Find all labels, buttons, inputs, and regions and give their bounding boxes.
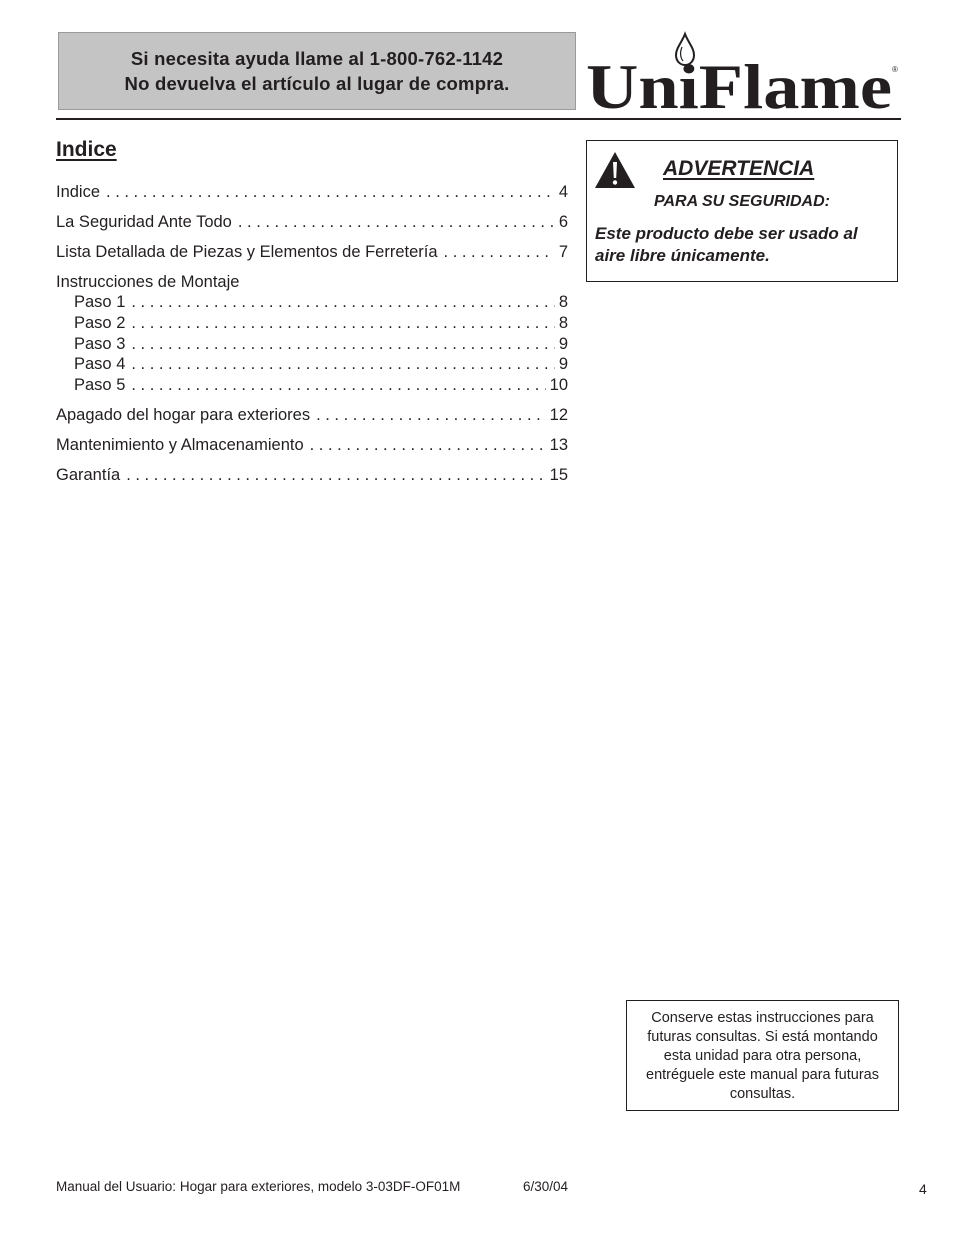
toc-title: Indice bbox=[56, 138, 117, 161]
uniflame-logo bbox=[586, 30, 902, 114]
toc-entry-page: 6 bbox=[558, 213, 568, 231]
toc-entry-page: 9 bbox=[558, 355, 568, 373]
toc-entry-page: 13 bbox=[549, 436, 568, 454]
toc-entry-apagado[interactable] bbox=[56, 404, 568, 426]
toc-step-4[interactable] bbox=[56, 353, 568, 375]
toc-entry-label: Lista Detallada de Piezas y Elementos de Ferretería bbox=[56, 243, 438, 261]
help-banner bbox=[58, 32, 576, 110]
keep-instructions-notice: Conserve estas instrucciones para futuras consultas. Si está montando esta unidad para otra persona, entréguele este manual para futuras consultas. bbox=[626, 1000, 899, 1111]
toc-entry-label: Paso 2 bbox=[74, 314, 126, 332]
toc-entry-indice[interactable] bbox=[56, 181, 568, 203]
toc-entry-label: Garantía bbox=[56, 466, 121, 484]
footer-date: 6/30/04 bbox=[523, 1179, 569, 1194]
footer-manual-title: Manual del Usuario: Hogar para exteriores, modelo 3-03DF-OF01M bbox=[56, 1179, 461, 1194]
toc-entry-page: 12 bbox=[549, 406, 568, 424]
toc-entry-page: 7 bbox=[558, 243, 568, 261]
warning-box bbox=[586, 140, 898, 282]
toc-entry-label: Paso 5 bbox=[74, 376, 126, 394]
toc-entry-page: 10 bbox=[549, 376, 568, 394]
toc-entry-mantenimiento[interactable] bbox=[56, 434, 568, 456]
toc-entry-page: 15 bbox=[549, 466, 568, 484]
toc-step-2[interactable] bbox=[56, 312, 568, 334]
toc-entry-page: 8 bbox=[558, 314, 568, 332]
toc-assembly-heading: Instrucciones de Montaje bbox=[56, 273, 240, 291]
toc-step-1[interactable] bbox=[56, 291, 568, 313]
toc-entry-page: 4 bbox=[558, 183, 568, 201]
toc-entry-label: Paso 3 bbox=[74, 335, 126, 353]
warning-subtitle: PARA SU SEGURIDAD: bbox=[653, 193, 830, 210]
toc-entry-page: 9 bbox=[558, 335, 568, 353]
warning-triangle-icon bbox=[594, 151, 636, 189]
toc-entry-label: Paso 1 bbox=[74, 293, 126, 311]
help-phone-line: Si necesita ayuda llame al 1-800-762-1142 bbox=[130, 48, 504, 69]
toc-entry-label: La Seguridad Ante Todo bbox=[56, 213, 232, 231]
logo-wordmark: UniFlame bbox=[586, 51, 892, 114]
page-number: 4 bbox=[919, 1181, 927, 1197]
help-return-line: No devuelva el artículo al lugar de compra. bbox=[124, 73, 510, 94]
header-rule bbox=[56, 118, 901, 120]
toc-entry-label: Mantenimiento y Almacenamiento bbox=[56, 436, 304, 454]
toc-step-5[interactable] bbox=[56, 374, 568, 396]
toc-entry-label: Paso 4 bbox=[74, 355, 126, 373]
toc-step-3[interactable] bbox=[56, 333, 568, 355]
toc-entry-label: Apagado del hogar para exteriores bbox=[56, 406, 311, 424]
registered-mark: ® bbox=[892, 65, 898, 74]
toc-entry-label: Indice bbox=[56, 183, 101, 201]
warning-body: Este producto debe ser usado al aire libre únicamente. bbox=[595, 224, 858, 265]
toc-entry-garantia[interactable] bbox=[56, 464, 568, 486]
toc-entry-piezas[interactable] bbox=[56, 241, 568, 263]
toc-entry-seguridad[interactable] bbox=[56, 211, 568, 233]
warning-title: ADVERTENCIA bbox=[663, 157, 815, 180]
toc-entry-page: 8 bbox=[558, 293, 568, 311]
